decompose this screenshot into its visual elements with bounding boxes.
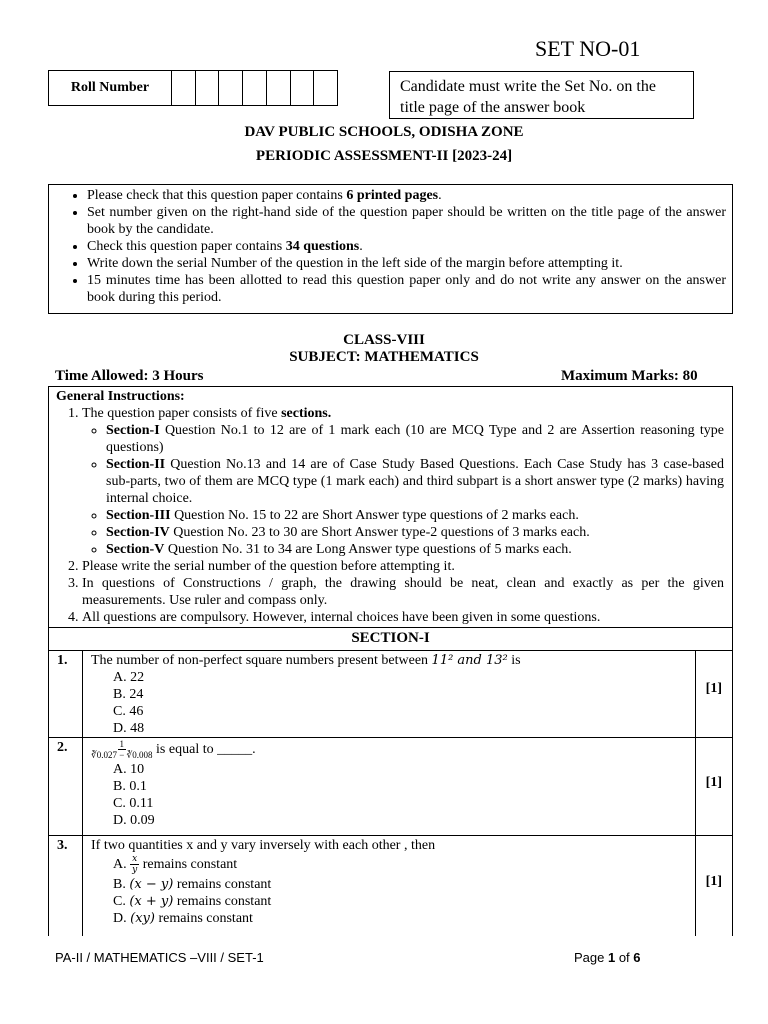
option: D. 48	[113, 721, 145, 736]
question-row	[48, 738, 733, 836]
instruction-item: 2. Please write the serial number of the question before attempting it.	[82, 558, 724, 575]
question-body	[91, 837, 691, 927]
roll-number-label: Roll Number	[49, 71, 172, 105]
section-info: ◦ Section-I Question No.1 to 12 are of 1 mark each (10 are MCQ Type and 2 are Assertion reasoning type questions)	[106, 422, 724, 456]
section-info: ◦ Section-III Question No. 15 to 22 are Short Answer type questions of 2 marks each.	[106, 507, 724, 524]
roll-digit-cell	[267, 71, 291, 105]
maximum-marks: Maximum Marks: 80	[561, 368, 698, 384]
question-mark: [1]	[705, 681, 722, 696]
roll-digit-cell	[172, 71, 196, 105]
option: C. 46	[113, 704, 144, 719]
column-divider	[82, 651, 83, 737]
section-info: ◦ Section-II Question No.13 and 14 are of Case Study Based Questions. Each Case Study has 3 case-based sub-parts, two of them are MCQ type (1 mark each) and third subpart is a short answer type (2 marks) having internal choice.	[106, 456, 724, 507]
instruction-item: 1. The question paper consists of five sections. ◦ Section-I Question No.1 to 12 are of 1 mark each (10 are MCQ Type and 2 are Assertion reasoning type questions) ◦ Section-II Question No.13 and 14 are of Case Study Based Questions. Each Case Study has 3 case-based sub-parts, two of them are MCQ type (1 mark each) and third subpart is a short answer type (2 marks) having internal choice. ◦ Section-III Question No. 15 to 22 are Short Answer type questions of 2 marks each. ◦ Section-IV Question No. 23 to 30 are Short Answer type-2 questions of 3 marks each. ◦ Section-V Question No. 31 to 34 are Long Answer type questions of 5 marks each.	[82, 405, 724, 558]
instructions-title: General Instructions:	[56, 389, 185, 404]
general-instructions	[48, 386, 733, 628]
set-instruction-box: Candidate must write the Set No. on the title page of the answer book	[389, 71, 694, 119]
note-item: • Check this question paper contains 34 questions.	[87, 238, 726, 255]
column-divider	[695, 651, 696, 737]
instruction-item: 3. In questions of Constructions / graph, the drawing should be neat, clean and exactly as per the given measurements. Use ruler and compass only.	[82, 575, 724, 609]
exam-title: PERIODIC ASSESSMENT-II [2023-24]	[255, 148, 513, 164]
option: A. $\frac{x}{y}$ remains constant	[113, 854, 238, 876]
option: B. 24	[113, 687, 144, 702]
question-stem: $\frac{1}{∛0.027 - ∛0.008}$ is equal to _____.	[91, 739, 256, 761]
footer-label: PA-II / MATHEMATICS –VIII / SET-1	[55, 950, 264, 965]
column-divider	[695, 836, 696, 936]
roll-digit-cell	[291, 71, 315, 105]
question-number: 2.	[57, 740, 68, 755]
instruction-item: 4. All questions are compulsory. However, internal choices have been given in some questions.	[82, 609, 724, 626]
note-item: • Please check that this question paper contains 6 printed pages.	[87, 187, 726, 204]
question-row	[48, 651, 733, 738]
question-number: 3.	[57, 838, 68, 853]
class-label: CLASS-VIII	[343, 332, 425, 348]
question-body	[91, 739, 691, 829]
question-mark: [1]	[705, 775, 722, 790]
math-expression: 11² and 13²	[431, 653, 508, 668]
roll-digit-cell	[243, 71, 267, 105]
page-number: Page 1 of 6	[574, 950, 641, 965]
option: C. 0.11	[113, 796, 154, 811]
note-item: • Write down the serial Number of the question in the left side of the margin before attempting it.	[87, 255, 726, 272]
section-title: SECTION-I	[48, 627, 733, 651]
question-row	[48, 836, 733, 936]
section-info: ◦ Section-V Question No. 31 to 34 are Long Answer type questions of 5 marks each.	[106, 541, 724, 558]
question-mark: [1]	[705, 874, 722, 889]
subject-label: SUBJECT: MATHEMATICS	[289, 349, 479, 365]
fraction: $\frac{x}{y}$	[132, 854, 138, 876]
option: C. (x + y) remains constant	[113, 894, 272, 909]
time-allowed: Time Allowed: 3 Hours	[55, 368, 204, 384]
section-info: ◦ Section-IV Question No. 23 to 30 are Short Answer type-2 questions of 3 marks each.	[106, 524, 724, 541]
option: B. (x − y) remains constant	[113, 877, 272, 892]
option: D. 0.09	[113, 813, 155, 828]
notes-box	[48, 184, 733, 314]
option: A. 10	[113, 762, 145, 777]
option: B. 0.1	[113, 779, 147, 794]
note-item: • Set number given on the right-hand side of the question paper should be written on the title page of the answer book by the candidate.	[87, 204, 726, 238]
roll-number-box	[48, 70, 338, 106]
question-stem: If two quantities x and y vary inversely with each other , then	[91, 838, 436, 853]
column-divider	[82, 836, 83, 936]
note-item: • 15 minutes time has been allotted to read this question paper only and do not write any answer on the answer book during this period.	[87, 272, 726, 306]
column-divider	[82, 738, 83, 835]
question-stem: The number of non-perfect square numbers present between 11² and 13² is	[91, 653, 521, 668]
question-body	[91, 652, 691, 737]
fraction: $\frac{1}{∛0.027 - ∛0.008}$	[91, 739, 153, 761]
roll-digit-cell	[196, 71, 220, 105]
roll-digit-cell	[314, 71, 337, 105]
school-name: DAV PUBLIC SCHOOLS, ODISHA ZONE	[244, 124, 524, 140]
option: A. 22	[113, 670, 145, 685]
set-number: SET NO-01	[535, 36, 641, 61]
question-number: 1.	[57, 653, 68, 668]
column-divider	[695, 738, 696, 835]
roll-digit-cell	[219, 71, 243, 105]
option: D. (xy) remains constant	[113, 911, 253, 926]
